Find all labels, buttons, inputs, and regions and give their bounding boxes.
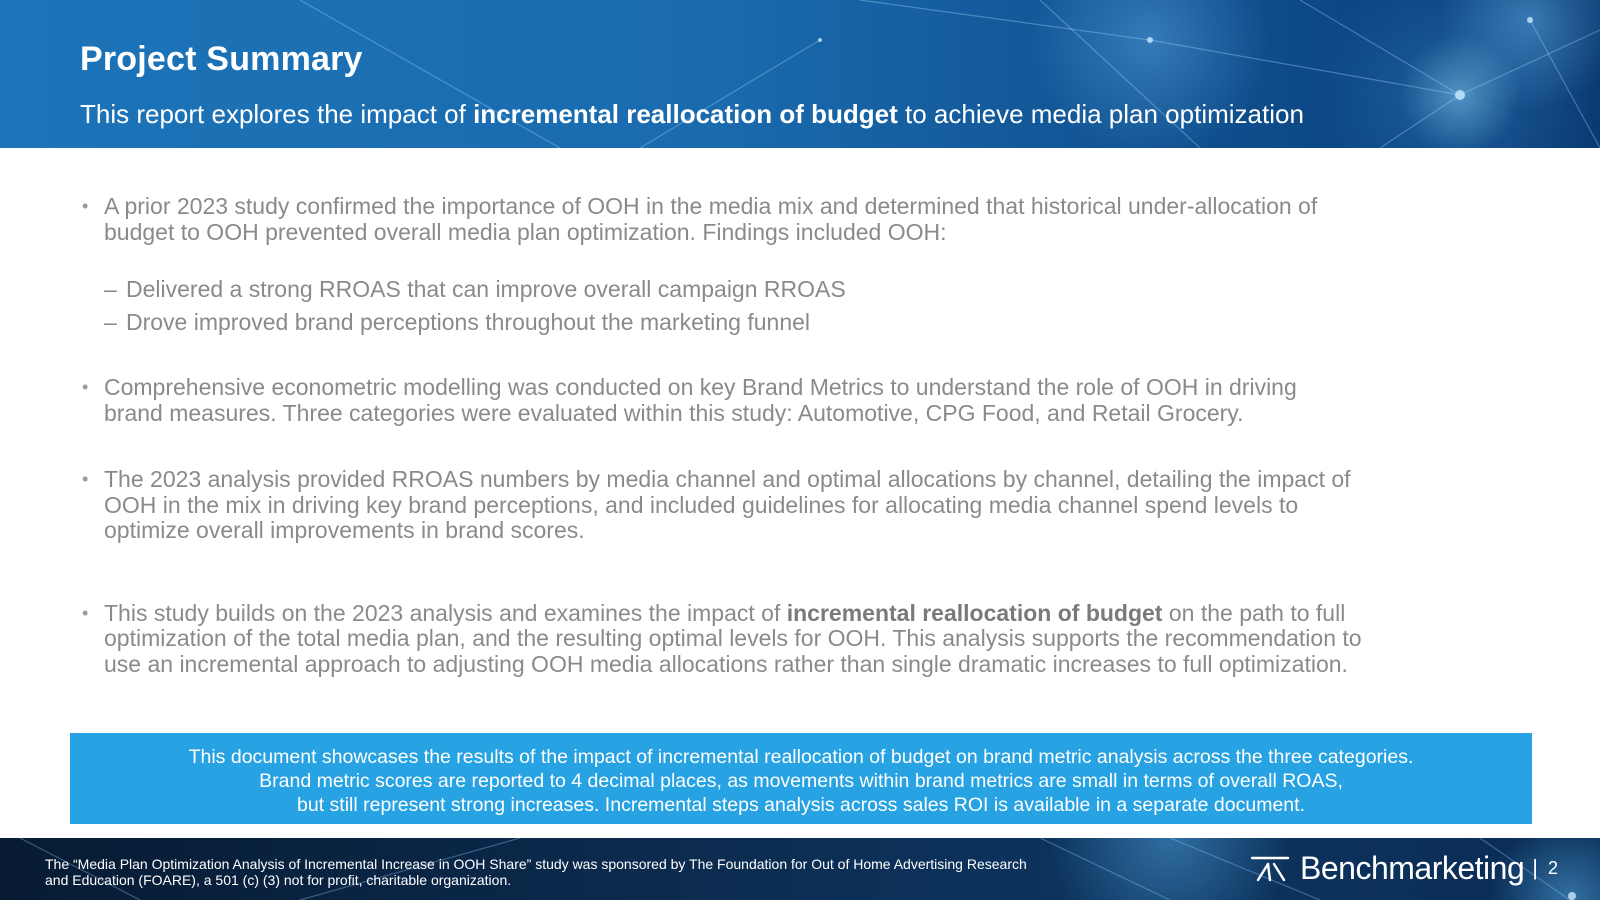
bullet-line: optimization of the total media plan, and the resulting optimal levels for OOH. This analysis supports the recommendation to (104, 625, 1362, 651)
sub-bullet-text: Delivered a strong RROAS that can improve overall campaign RROAS (126, 276, 846, 302)
sub-bullet-text: Drove improved brand perceptions throughout the marketing funnel (126, 308, 811, 335)
callout-line: Brand metric scores are reported to 4 decimal places, as movements within brand metrics are small in terms of overall ROAS, (259, 770, 1343, 792)
page-number: 2 (1547, 857, 1558, 878)
bullet-line (104, 601, 1520, 627)
sub-bullet-perceptions (80, 310, 1520, 336)
benchmarketing-logo-icon (1250, 853, 1290, 883)
dash-marker: – (104, 276, 117, 302)
bullet-prior-study (80, 194, 1520, 245)
footer-banner (0, 838, 1600, 900)
bullet-marker: • (82, 469, 89, 489)
sub-bullet-rroas (80, 277, 1520, 303)
bullet-line: optimize overall improvements in brand scores. (104, 517, 585, 543)
bullet-marker: • (82, 377, 89, 397)
callout-box (70, 733, 1532, 824)
bullet-marker: • (82, 602, 89, 623)
bullet-text-pre: This study builds on the 2023 analysis and examines the impact of (104, 599, 787, 626)
bullet-line: brand measures. Three categories were evaluated within this study: Automotive, CPG Food, and Retail Grocery. (104, 399, 1244, 426)
bullet-line: budget to OOH prevented overall media plan optimization. Findings included OOH: (104, 218, 947, 245)
subtitle-text-pre: This report explores the impact of (80, 99, 474, 129)
bullet-marker: • (82, 196, 89, 216)
bullet-2023-analysis (80, 467, 1520, 544)
bullet-line: A prior 2023 study confirmed the importance of OOH in the media mix and determined that historical under-allocation of (104, 193, 1318, 219)
sponsor-footnote (45, 856, 1215, 888)
bullet-line: The 2023 analysis provided RROAS numbers by media channel and optimal allocations by channel, detailing the impact of (104, 466, 1351, 492)
subtitle-text-post: to achieve media plan optimization (897, 99, 1304, 129)
bullet-text-bold: incremental reallocation of budget (786, 599, 1163, 626)
callout-line: but still represent strong increases. Incremental steps analysis across sales ROI is available in a separate document. (297, 794, 1305, 816)
footnote-line: and Education (FOARE), a 501 (c) (3) not for profit, charitable organization. (45, 872, 512, 888)
bullet-line: OOH in the mix in driving key brand perceptions, and included guidelines for allocating media channel spend levels to (104, 491, 1299, 518)
page-title: Project Summary (80, 40, 363, 78)
footnote-line: The “Media Plan Optimization Analysis of Incremental Increase in OOH Share” study was sponsored by The Foundation for Out of Home Advertising Research (45, 856, 1027, 872)
subtitle-text-bold: incremental reallocation of budget (473, 99, 898, 129)
brand-separator: | (1532, 855, 1538, 880)
bullet-text-post: on the path to full (1162, 599, 1346, 626)
brand-name: Benchmarketing (1300, 849, 1525, 886)
dash-marker: – (104, 308, 117, 335)
bullet-econometric-modelling (80, 375, 1520, 426)
callout-line: This document showcases the results of the impact of incremental reallocation of budget on brand metric analysis across the three categories. (188, 746, 1414, 768)
brand-logo (1250, 847, 1558, 889)
summary-content (80, 194, 1520, 677)
header-banner (0, 0, 1600, 148)
bullet-line: Comprehensive econometric modelling was conducted on key Brand Metrics to understand the role of OOH in driving (104, 374, 1297, 400)
bullet-line: use an incremental approach to adjusting OOH media allocations rather than single dramatic increases to full optimization. (104, 650, 1348, 677)
bullet-this-study (80, 601, 1520, 678)
page-subtitle (80, 99, 1304, 130)
